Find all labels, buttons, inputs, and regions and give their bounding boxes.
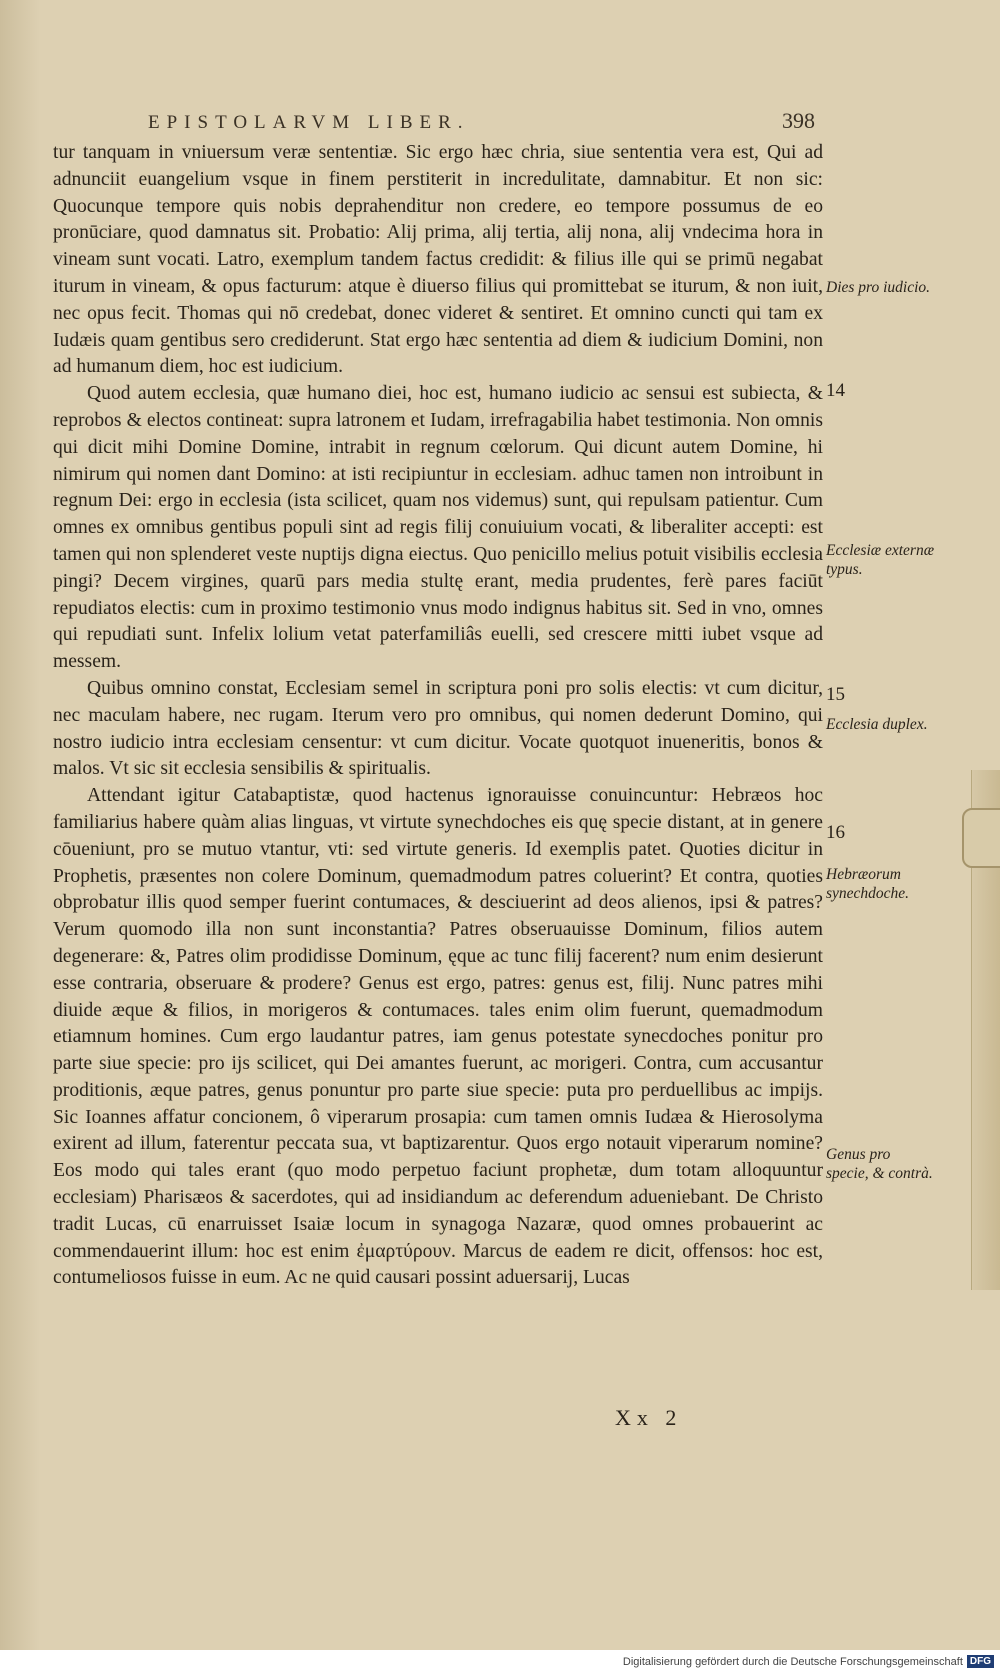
section-number: 15 xyxy=(826,684,845,705)
running-title: EPISTOLARVM LIBER. xyxy=(148,112,470,133)
margin-note: Genus pro specie, & contrà. xyxy=(826,1146,933,1182)
margin-note: Hebræorum synechdoche. xyxy=(826,866,910,902)
paragraph: Quibus omnino constat, Ecclesiam semel in scriptura poni pro solis electis: vt cum dicitur, nec maculam habere, nec rugam. Iterum vero pro omnibus, qui nomen dederunt Domino, qui nostro iudicio intra ecclesiam censentur: vt cum dicitur. Vocate quotquot inueneritis, bonos & malos. Vt sic sit ecclesia sensibilis & spiritualis. xyxy=(53,677,823,780)
footer xyxy=(623,1655,994,1668)
section-number: 16 xyxy=(826,822,845,843)
margin-note: Ecclesia duplex. xyxy=(826,716,928,733)
footer-text: Digitalisierung gefördert durch die Deutsche Forschungsgemeinschaft xyxy=(622,1655,963,1668)
dfg-logo: DFG xyxy=(967,1655,994,1668)
main-text xyxy=(53,140,823,1292)
margin-note: Dies pro iudicio. xyxy=(826,279,931,296)
book-clasp xyxy=(962,808,1000,868)
margin-note: Ecclesiæ externæ typus. xyxy=(826,542,935,578)
page-number: 398 xyxy=(782,108,815,133)
paragraph: Quod autem ecclesia, quæ humano diei, hoc est, humano iudicio ac sensui est subiecta, & reprobos & electos contineat: supra latronem et Iudam, irrefragabilia habet testimonia. Non omnis qui dicit mihi Domine Domine, intrabit in regnum cœlorum. Qui dicunt autem Domine, hi nimirum qui nomen dant Domino: at isti recipiuntur in ecclesiam. adhuc tamen non introibunt in regnum Dei: ergo in ecclesia (ista scilicet, quam nos videmus) sunt, qui repulsam patientur. Cum omnes ex omnibus gentibus populi sint ad regis filij conuiuium vocati, & liberaliter accepti: est tamen qui non splenderet veste nuptijs digna eiectus. Quo penicillo melius potuit visibilis ecclesia pingi? Decem virgines, quarū pars media stultę erant, media prudentes, ferè pares faciūt repudiatos electis: cum in proximo testimonio vnus modo indignus habitus sit. Sed in vno, omnes qui repudiati sunt. Infelix lolium vetat paterfamiliâs euelli, sed crescere mitti iubet vsque ad messem. xyxy=(53,383,823,673)
section-number: 14 xyxy=(826,380,845,401)
paragraph: tur tanquam in vniuersum veræ sententiæ. Sic ergo hæc chria, siue sententia vera est, Qui ad adnunciit euangelium vsque in finem perstiterit in incredulitate, damnabitur. Et non sic: Quocunque tempore quis nobis deprahenditur non credere, eo tempore possumus de eo pronūciare, quod damnatus sit. Probatio: Alij prima, alij tertia, alij nona, alij vndecima hora in vineam sunt vocati. Latro, exemplum tandem factus credidit: & filius ille qui se primū negabat iturum in vineam, & opus facturum: atque è diuerso filius qui promittebat se iturum, & non iuit, nec opus fecit. Thomas qui nō credebat, donec videret & sentiret. Et omnino cuncti qui tam ex Iudæis quam gentibus sero crediderunt. Stat ergo hæc sententia ad diem & iudicium Domini, non ad humanum diem, hoc est iudicium. xyxy=(53,142,823,378)
paragraph: Attendant igitur Catabaptistæ, quod hactenus ignorauisse conuincuntur: Hebræos hoc familiarius habere quàm alias linguas, vt virtute synechdoches eis quę specie distant, at in genere cōueniunt, pro se mutuo vtantur, vti: sed virtute generis. Id exemplis patet. Quoties dicitur in Prophetis, præsentes non colere Dominum, quemadmodum patres coluerint? Et contra, quoties obprobatur illis quod semper fuerint contumaces, & desciuerint ad deos alienos, ipsi & patres? Verum quomodo illa non sunt inconstantia? Patres obseruauisse Dominum, filios autem degenerare: &, Patres olim prodidisse Dominum, ęque ac tunc filij facerent? num enim desierunt esse contraria, obseruare & prodere? Genus est ergo, patres: genus est, filij. Nunc patres mihi diuide æque & filios, in morigeros & contumaces. tales enim olim fuerunt, quemadmodum etiamnum homines. Cum ergo laudantur patres, iam genus potestate synecdoches ponitur pro parte siue specie: pro ijs scilicet, qui Dei amantes fuerunt, ac morigeri. Contra, cum accusantur proditionis, æque patres, genus ponuntur pro parte siue specie: puta pro perduellibus ac impijs. Sic Ioannes affatur concionem, ô viperarum prosapia: cum tamen omnis Iudæa & Hierosolyma exirent ad illum, faterentur peccata sua, vt baptizarentur. Quos ergo notauit viperarum nomine? Eos modo qui tales erant (quo modo perpetuo faciunt prophetæ, dum totam alloquuntur ecclesiam) Pharisæos & sacerdotes, qui ad insidiandum ac deferendum adueniebant. De Christo tradit Lucas, cū enarruisset Isaiæ locum in synagoga Nazaræ, quod omnes probauerint ac commendauerint illum: hoc est enim ἐμαρτύρουν. Marcus de eadem re dicit, offensos: hoc est, contumeliosos fuisse in eum. Ac ne quid causari possint aduersarij, Lucas xyxy=(53,785,823,1289)
signature-mark: Xx 2 xyxy=(615,1405,683,1430)
